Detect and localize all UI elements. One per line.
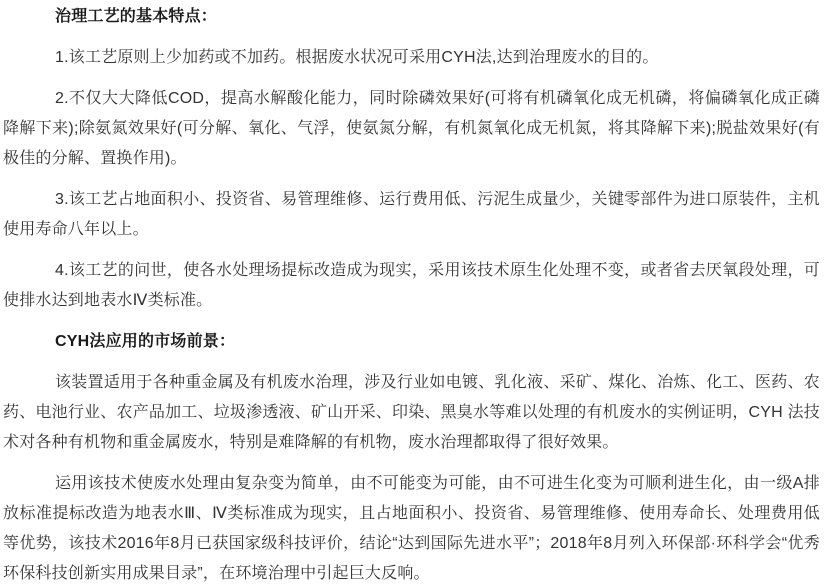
section-heading-process-features: 治理工艺的基本特点：	[55, 8, 218, 25]
paragraph-market-achievements: 运用该技术使废水处理由复杂变为简单，由不可能变为可能，由不可进生化变为可顺利进生化，由一级A排放标准提标改造为地表水Ⅲ、Ⅳ类标准成为现实，且占地面积小、投资省、易管理维修、使用寿命长、处理费用低等优势，该技术2016年8月已获国家级科技评价，结论“达到国际先进水平”；2018年8月列入环保部·环科学会“优秀环保科技创新实用成果目录”，在环境治理中引起巨大反响。	[3, 475, 820, 582]
section-heading-market-prospects: CYH法应用的市场前景：	[55, 333, 236, 350]
paragraph-feature-4: 4.该工艺的问世，使各水处理场提标改造成为现实，采用该技术原生化处理不变，或者省去厌氧段处理，可使排水达到地表水Ⅳ类标准。	[3, 262, 820, 309]
paragraph-feature-2: 2.不仅大大降低COD，提高水解酸化能力，同时除磷效果好(可将有机磷氧化成无机磷，将偏磷氧化成正磷降解下来);除氨氮效果好(可分解、氧化、气浮，使氨氮分解，有机氮氧化成无机氮，将其降解下来);脱盐效果好(有极佳的分解、置换作用)。	[3, 90, 820, 167]
paragraph-feature-1: 1.该工艺原则上少加药或不加药。根据废水状况可采用CYH法,达到治理废水的目的。	[55, 49, 659, 66]
paragraph-market-applications: 该装置适用于各种重金属及有机废水治理，涉及行业如电镀、乳化液、采矿、煤化、冶炼、化工、医药、农药、电池行业、农产品加工、垃圾渗透液、矿山开采、印染、黑臭水等难以处理的有机废水的实例证明，CYH 法技术对各种有机物和重金属废水，特别是难降解的有机物，废水治理都取得了很好效果。	[3, 374, 820, 451]
paragraph-feature-3: 3.该工艺占地面积小、投资省、易管理维修、运行费用低、污泥生成量少，关键零部件为进口原装件，主机使用寿命八年以上。	[3, 191, 820, 238]
